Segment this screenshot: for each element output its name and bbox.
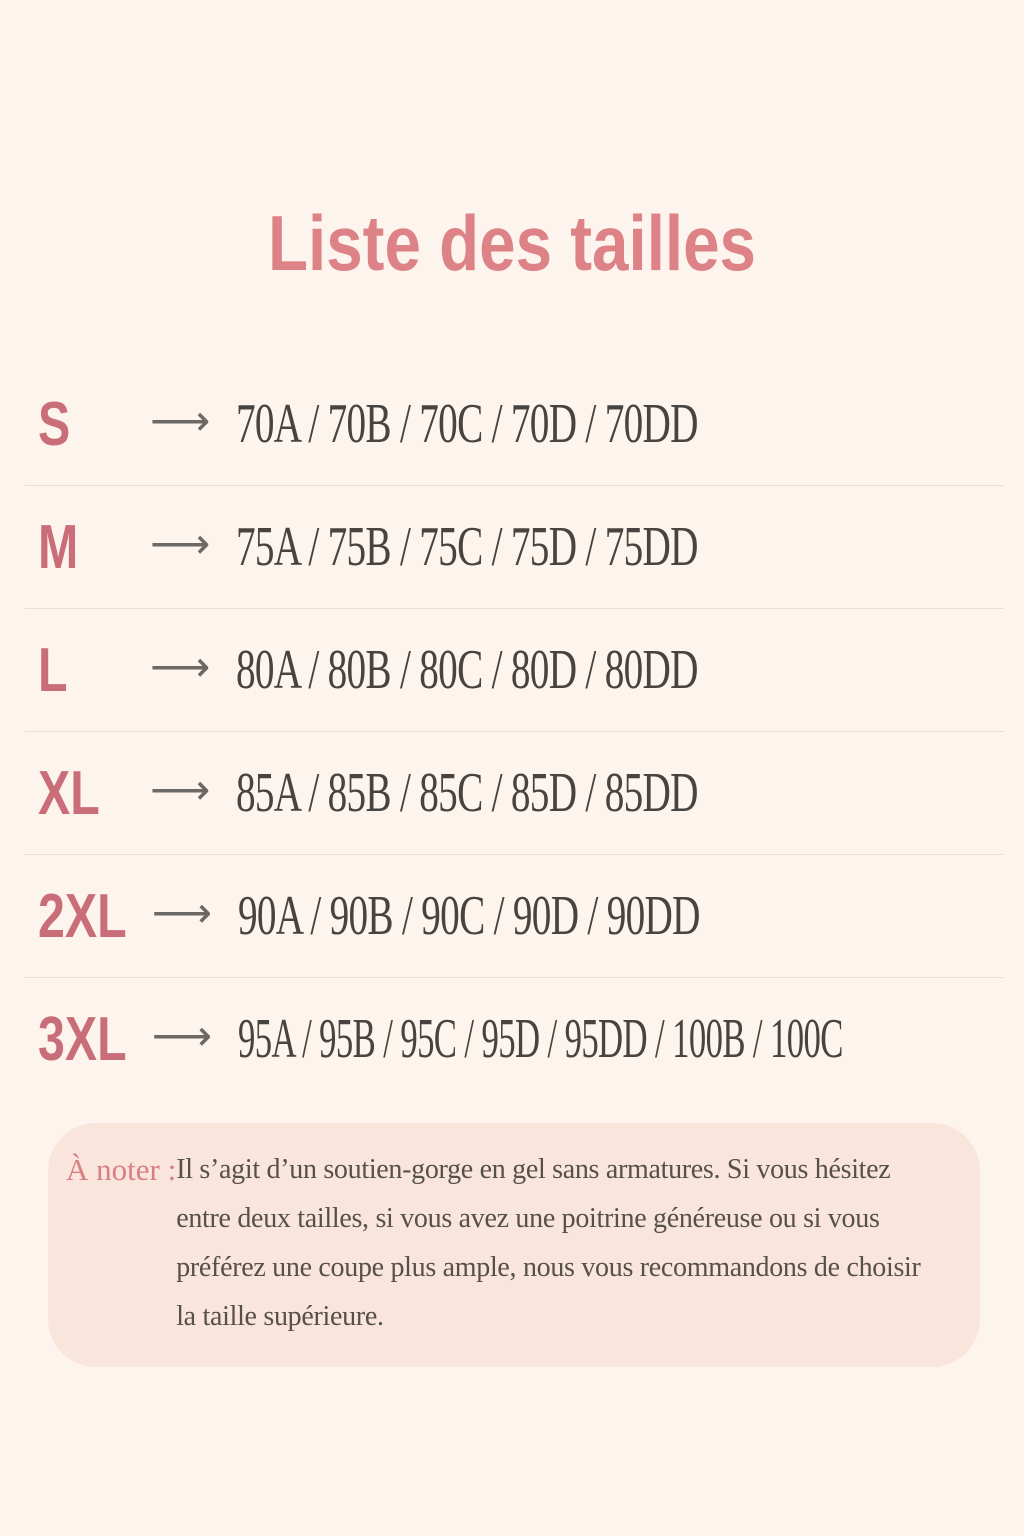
- right-arrow-icon: ⟶: [150, 396, 211, 445]
- size-values: 75A / 75B / 75C / 75D / 75DD: [236, 516, 698, 578]
- note-box: [48, 1123, 980, 1367]
- size-label: 3XL: [38, 1004, 127, 1074]
- size-row-s: [0, 363, 1024, 485]
- right-arrow-icon: ⟶: [151, 888, 212, 937]
- size-label: S: [38, 389, 71, 459]
- size-values: 85A / 85B / 85C / 85D / 85DD: [236, 762, 698, 824]
- size-label: M: [38, 512, 79, 582]
- size-row-2xl: [0, 855, 1024, 977]
- size-label: XL: [38, 758, 100, 828]
- note-label: À noter :: [66, 1152, 177, 1187]
- size-values: 70A / 70B / 70C / 70D / 70DD: [236, 393, 698, 455]
- size-table: [0, 363, 1024, 1100]
- right-arrow-icon: ⟶: [150, 765, 211, 814]
- size-row-xl: [0, 732, 1024, 854]
- size-values: 95A / 95B / 95C / 95D / 95DD / 100B / 100C: [237, 1008, 843, 1070]
- note-text: Il s’agit d’un soutien-gorge en gel sans armatures. Si vous hésitez entre deux tailles, si vous avez une poitrine généreuse ou si vous préférez une coupe plus ample, nous vous recommandons de choisir la taille supérieure.: [176, 1154, 921, 1332]
- size-row-l: [0, 609, 1024, 731]
- size-label: L: [38, 635, 68, 705]
- right-arrow-icon: ⟶: [150, 642, 211, 691]
- size-label: 2XL: [38, 881, 127, 951]
- size-row-m: [0, 486, 1024, 608]
- page-title: Liste des tailles: [268, 199, 756, 287]
- right-arrow-icon: ⟶: [150, 519, 211, 568]
- right-arrow-icon: ⟶: [151, 1011, 212, 1060]
- size-values: 80A / 80B / 80C / 80D / 80DD: [236, 639, 698, 701]
- size-values: 90A / 90B / 90C / 90D / 90DD: [237, 885, 700, 947]
- size-row-3xl: [0, 978, 1024, 1100]
